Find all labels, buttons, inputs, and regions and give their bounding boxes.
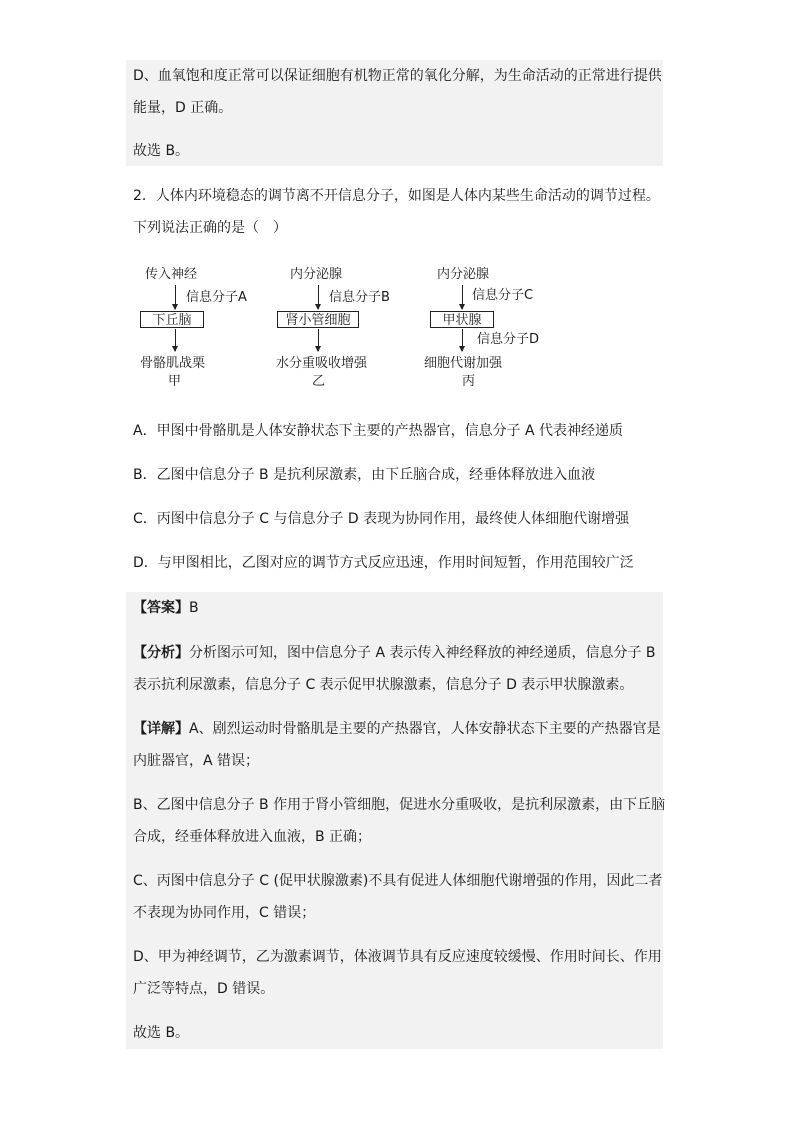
option-b: B．乙图中信息分子 B 是抗利尿激素，由下丘脑合成，经垂体释放进入血液 xyxy=(133,467,596,483)
diagram-bing-arrow-1 xyxy=(462,285,463,309)
detail-d-line2: 广泛等特点，D 错误。 xyxy=(133,981,275,997)
diagram-jia-result: 骨骼肌战栗 xyxy=(140,356,206,371)
diagram-jia-arrow-1 xyxy=(175,285,176,309)
detail-choice: 故选 B。 xyxy=(133,1025,190,1041)
option-d: D．与甲图相比，乙图对应的调节方式反应迅速，作用时间短暂，作用范围较广泛 xyxy=(133,555,634,571)
diagram-jia-arrow-2 xyxy=(175,329,176,351)
analysis-tag: 【分析】 xyxy=(133,645,189,661)
diagram-yi-signal: 信息分子B xyxy=(329,290,390,305)
detail-a-line1 xyxy=(133,719,661,739)
prev-option-d-line2: 能量，D 正确。 xyxy=(133,100,233,116)
question-stem-line1: 2．人体内环境稳态的调节离不开信息分子，如图是人体内某些生命活动的调节过程。 xyxy=(133,188,660,204)
diagram-bing-arrow-2 xyxy=(462,329,463,351)
detail-b-line2: 合成，经垂体释放进入血液，B 正确； xyxy=(133,829,372,845)
detail-a-text-1: A、剧烈运动时骨骼肌是主要的产热器官，人体安静状态下主要的产热器官是 xyxy=(189,721,661,737)
diagram-yi-result: 水分重吸收增强 xyxy=(276,356,368,371)
option-c: C．丙图中信息分子 C 与信息分子 D 表现为协同作用，最终使人体细胞代谢增强 xyxy=(133,511,630,527)
question-stem-line2: 下列说法正确的是（ ） xyxy=(133,220,287,236)
diagram-jia-source: 传入神经 xyxy=(145,267,198,282)
analysis-line1 xyxy=(133,643,656,663)
diagram-bing-signal-c: 信息分子C xyxy=(472,288,534,303)
diagram-bing-label: 丙 xyxy=(462,374,476,389)
answer-value: B xyxy=(189,600,199,616)
detail-b-line1: B、乙图中信息分子 B 作用于肾小管细胞，促进水分重吸收，是抗利尿激素，由下丘脑 xyxy=(133,797,666,813)
diagram-yi-target-box: 肾小管细胞 xyxy=(277,311,359,328)
diagram-jia-target-box: 下丘脑 xyxy=(140,311,204,328)
diagram-yi-arrow-1 xyxy=(318,285,319,309)
diagram-bing-target-box: 甲状腺 xyxy=(430,311,494,328)
detail-a-line2: 内脏器官，A 错误； xyxy=(133,753,260,769)
diagram-bing-signal-d: 信息分子D xyxy=(477,332,540,347)
analysis-text-1: 分析图示可知，图中信息分子 A 表示传入神经释放的神经递质，信息分子 B xyxy=(189,645,656,661)
diagram-jia-label: 甲 xyxy=(168,374,182,389)
detail-c-line2: 不表现为协同作用，C 错误； xyxy=(133,905,316,921)
diagram-jia-signal: 信息分子A xyxy=(186,290,247,305)
detail-d-line1: D、甲为神经调节，乙为激素调节，体液调节具有反应速度较缓慢、作用时间长、作用 xyxy=(133,949,662,965)
diagram-yi-arrow-2 xyxy=(318,329,319,351)
option-a: A．甲图中骨骼肌是人体安静状态下主要的产热器官，信息分子 A 代表神经递质 xyxy=(133,423,624,439)
diagram-bing-result: 细胞代谢加强 xyxy=(424,356,503,371)
prev-option-d-line1: D、血氧饱和度正常可以保证细胞有机物正常的氧化分解，为生命活动的正常进行提供 xyxy=(133,68,662,84)
detail-tag: 【详解】 xyxy=(133,721,189,737)
diagram-yi-label: 乙 xyxy=(312,374,326,389)
analysis-line2: 表示抗利尿激素，信息分子 C 表示促甲状腺激素，信息分子 D 表示甲状腺激素。 xyxy=(133,677,634,693)
answer-line xyxy=(133,598,199,618)
prev-choice: 故选 B。 xyxy=(133,143,190,159)
answer-tag: 【答案】 xyxy=(133,600,189,616)
diagram-yi-source: 内分泌腺 xyxy=(290,267,343,282)
diagram-bing-source: 内分泌腺 xyxy=(437,267,490,282)
detail-c-line1: C、丙图中信息分子 C (促甲状腺激素)不具有促进人体细胞代谢增强的作用，因此二者 xyxy=(133,873,663,889)
